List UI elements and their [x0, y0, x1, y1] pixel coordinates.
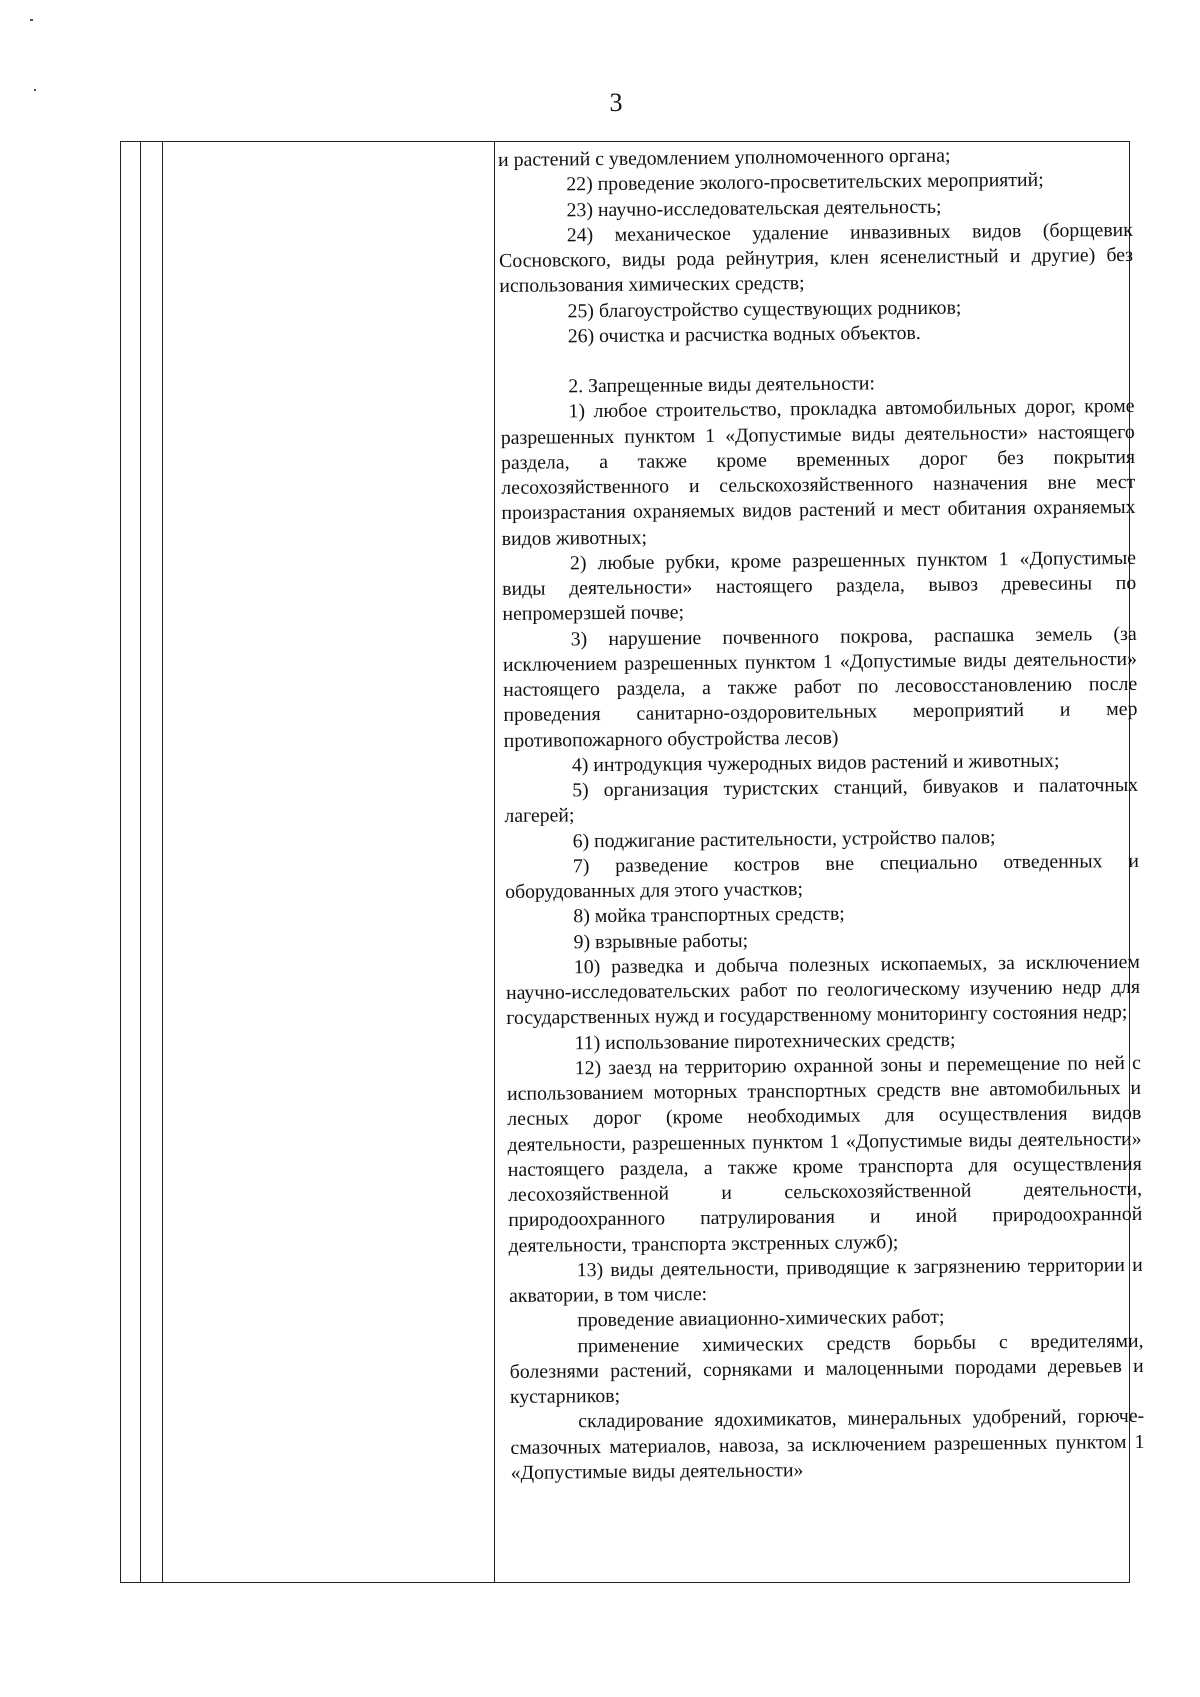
- page-number: 3: [609, 88, 623, 117]
- paragraph: 24) механическое удаление инвазивных видов (борщевик Сосновского, виды рода рейнутрия, клен ясенелистный и другие) без использования химических средств;: [498, 218, 1134, 298]
- paragraph: 10) разведка и добыча полезных ископаемых, за исключением научно-исследовательских работ по геологическому изучению недр для государственных нужд и государственному мониторингу состояния недр;: [506, 950, 1141, 1030]
- paragraph: 11) использование пиротехнических средств;: [574, 1028, 956, 1054]
- column-divider-1: [140, 141, 141, 1583]
- paragraph: 9) взрывные работы;: [573, 929, 749, 953]
- paragraph: складирование ядохимикатов, минеральных удобрений, горюче-смазочных материалов, навоза, за исключением разрешенных пунктом 1 «Допустимые виды деятельности»: [510, 1405, 1145, 1484]
- paragraph: 1) любое строительство, прокладка автомобильных дорог, кроме разрешенных пунктом 1 «Допустимые виды деятельности» настоящего раздела, а также кроме временных дорог без покрытия лесохозяйственного и сельскохозяйственного назначения вне мест произрастания охраняемых видов растений и мест обитания охраняемых видов животных;: [500, 395, 1136, 550]
- paragraph: 3) нарушение почвенного покрова, распашка земель (за исключением разрешенных пунктом 1 «Допустимые виды деятельности» настоящего раздела, а также работ по лесовосстановлению после проведения санитарно-оздоровительных мероприятий и мер противопожарного обустройства лесов): [502, 622, 1138, 752]
- column-divider-3: [494, 141, 495, 1583]
- column-divider-2: [162, 141, 163, 1583]
- paragraph: 7) разведение костров вне специально отведенных и оборудованных для этого участков;: [505, 849, 1139, 903]
- content-cell: [498, 142, 1145, 1486]
- paragraph: и растений с уведомлением уполномоченного органа;: [498, 144, 951, 171]
- paragraph: 26) очистка и расчистка водных объектов.: [567, 321, 921, 348]
- paragraph: 12) заезд на территорию охранной зоны и перемещение по ней с использованием моторных транспортных средств вне автомобильных и лесных дорог (кроме необходимых для осуществления видов деятельности, разрешенных пунктом 1 «Допустимые виды деятельности» настоящего раздела, а также кроме транспорта для осуществления лесохозяйственной и сельскохозяйственной деятельности, природоохранного патрулирования и иной природоохранной деятельности, транспорта экстренных служб);: [506, 1051, 1143, 1257]
- paragraph: 5) организация туристских станций, бивуаков и палаточных лагерей;: [504, 773, 1139, 828]
- scan-speck: [34, 89, 36, 91]
- paragraph: применение химических средств борьбы с вредителями, болезнями растений, сорняками и малоценными породами деревьев и кустарников;: [509, 1329, 1144, 1408]
- paragraph: 6) поджигание растительности, устройство палов;: [572, 825, 996, 852]
- paragraph: 2. Запрещенные виды деятельности:: [568, 372, 876, 398]
- paragraph: 13) виды деятельности, приводящие к загрязнению территории и акватории, в том числе:: [508, 1253, 1143, 1307]
- paragraph: 8) мойка транспортных средств;: [573, 902, 845, 928]
- paragraph: 25) благоустройство существующих родников;: [567, 296, 962, 322]
- paragraph: 22) проведение эколого-просветительских мероприятий;: [566, 169, 1044, 196]
- paragraph: проведение авиационно-химических работ;: [577, 1306, 945, 1332]
- paragraph: 4) интродукция чужеродных видов растений и животных;: [571, 749, 1060, 777]
- paragraph: 23) научно-исследовательская деятельность;: [566, 195, 942, 221]
- scan-speck: [30, 19, 33, 21]
- paragraph: 2) любые рубки, кроме разрешенных пунктом 1 «Допустимые виды деятельности» настоящего раздела, вывоз древесины по непромерзшей почве;: [502, 546, 1137, 626]
